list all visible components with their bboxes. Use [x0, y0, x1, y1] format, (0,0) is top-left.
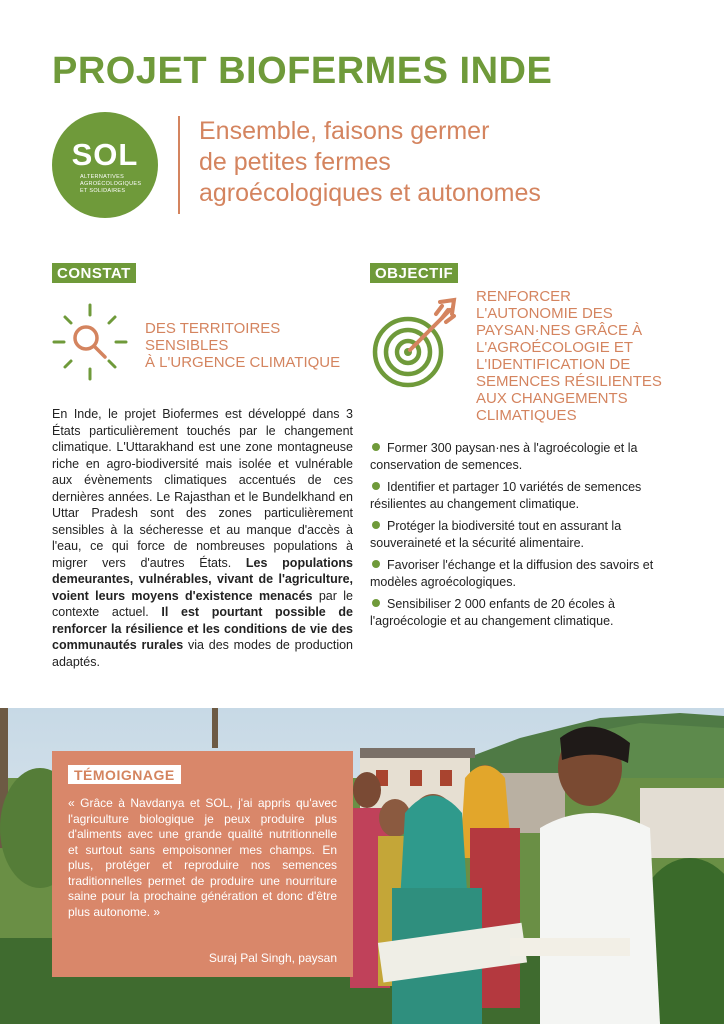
list-item — [370, 557, 673, 590]
objectif-badge: OBJECTIF — [370, 263, 458, 283]
bullet-icon — [372, 599, 380, 607]
bullet-icon — [372, 560, 380, 568]
list-item — [370, 440, 673, 473]
divider — [178, 116, 180, 214]
body-bold: Les populations demeurantes, vulnérables, vivant de l'agriculture, voient leurs moyens d'existence menacés — [52, 555, 353, 603]
list-item — [370, 518, 673, 551]
temoignage-box — [52, 751, 353, 977]
tagline-line: agroécologiques et autonomes — [199, 179, 541, 207]
objectif-list — [370, 440, 673, 635]
objectif-subtitle-line: L'AGROÉCOLOGIE ET — [476, 339, 634, 356]
body-text: par le contexte actuel. — [52, 588, 354, 619]
list-item-text: Protéger la biodiversité tout en assurant la souveraineté et la sécurité alimentaire. — [370, 519, 622, 550]
tagline — [199, 116, 541, 209]
tagline-line: de petites fermes — [199, 148, 391, 176]
constat-subtitle-line: À L'URGENCE CLIMATIQUE — [145, 354, 341, 371]
tagline-line: Ensemble, faisons germer — [199, 117, 490, 145]
objectif-subtitle-line: AUX CHANGEMENTS — [476, 390, 628, 407]
constat-subtitle-line: SENSIBLES — [145, 337, 229, 354]
bullet-icon — [372, 521, 380, 529]
logo-word: SOL — [71, 137, 139, 172]
body-bold: Il est pourtant possible de renforcer la résilience et les conditions de vie des communautés rurales — [52, 605, 353, 652]
constat-body — [52, 406, 353, 670]
objectif-subtitle-line: L'AUTONOMIE DES — [476, 305, 613, 322]
constat-badge: CONSTAT — [52, 263, 136, 283]
list-item-text: Former 300 paysan·nes à l'agroécologie et la conservation de semences. — [370, 441, 638, 472]
body-text: via des modes de production adaptés. — [52, 638, 353, 669]
constat-subtitle-line: DES TERRITOIRES — [145, 320, 281, 337]
constat-subtitle — [145, 320, 340, 371]
magnifier-sun-icon — [52, 303, 128, 381]
temoignage-quote: « Grâce à Navdanya et SOL, j'ai appris qu'avec l'agriculture biologique je peux produire plus d'aliments avec une grande qualité nutritionnelle et surtout sans empoisonner mes champs. En plus, protéger et reproduire nos semences traditionnelles permet de produire une nourriture saine pour la prochaine génération et donc d'être plus autonome. » — [68, 796, 337, 919]
list-item — [370, 479, 673, 512]
bullet-icon — [372, 482, 380, 490]
objectif-subtitle-line: PAYSAN·NES GRÂCE À — [476, 322, 643, 339]
objectif-subtitle-line: SEMENCES RÉSILIENTES — [476, 373, 662, 390]
objectif-subtitle — [476, 288, 662, 424]
temoignage-badge: TÉMOIGNAGE — [68, 765, 181, 784]
objectif-subtitle-line: CLIMATIQUES — [476, 407, 577, 424]
list-item-text: Identifier et partager 10 variétés de semences résilientes au changement climatique. — [370, 480, 642, 511]
objectif-subtitle-line: RENFORCER — [476, 288, 572, 305]
list-item-text: Sensibiliser 2 000 enfants de 20 écoles à l'agroécologie et au changement climatique. — [370, 597, 615, 628]
list-item — [370, 596, 673, 629]
sol-logo — [52, 112, 158, 218]
list-item-text: Favoriser l'échange et la diffusion des savoirs et modèles agroécologiques. — [370, 558, 654, 589]
temoignage-author: Suraj Pal Singh, paysan — [208, 951, 337, 965]
target-arrow-icon — [370, 296, 462, 388]
bullet-icon — [372, 443, 380, 451]
page-title: PROJET BIOFERMES INDE — [52, 50, 553, 92]
objectif-subtitle-line: L'IDENTIFICATION DE — [476, 356, 631, 373]
body-text: En Inde, le projet Biofermes est développé dans 3 États particulièrement touchés par le changement climatique. L'Uttarakhand est une zone montagneuse riche en agro-biodiversité mais isolée et vulnérable aux évènements climatiques accentués de ces dernières années. Le Rajasthan et le Bundelkhand en Uttar Pradesh sont des zones particulièrement sensibles à la sécheresse et au manque d'accès à l'eau, ce qui force de nombreuses populations à migrer vers d'autres États. — [52, 407, 353, 570]
logo-subtitle: ALTERNATIVES AGROÉCOLOGIQUES ET SOLIDAIRES — [80, 174, 142, 194]
